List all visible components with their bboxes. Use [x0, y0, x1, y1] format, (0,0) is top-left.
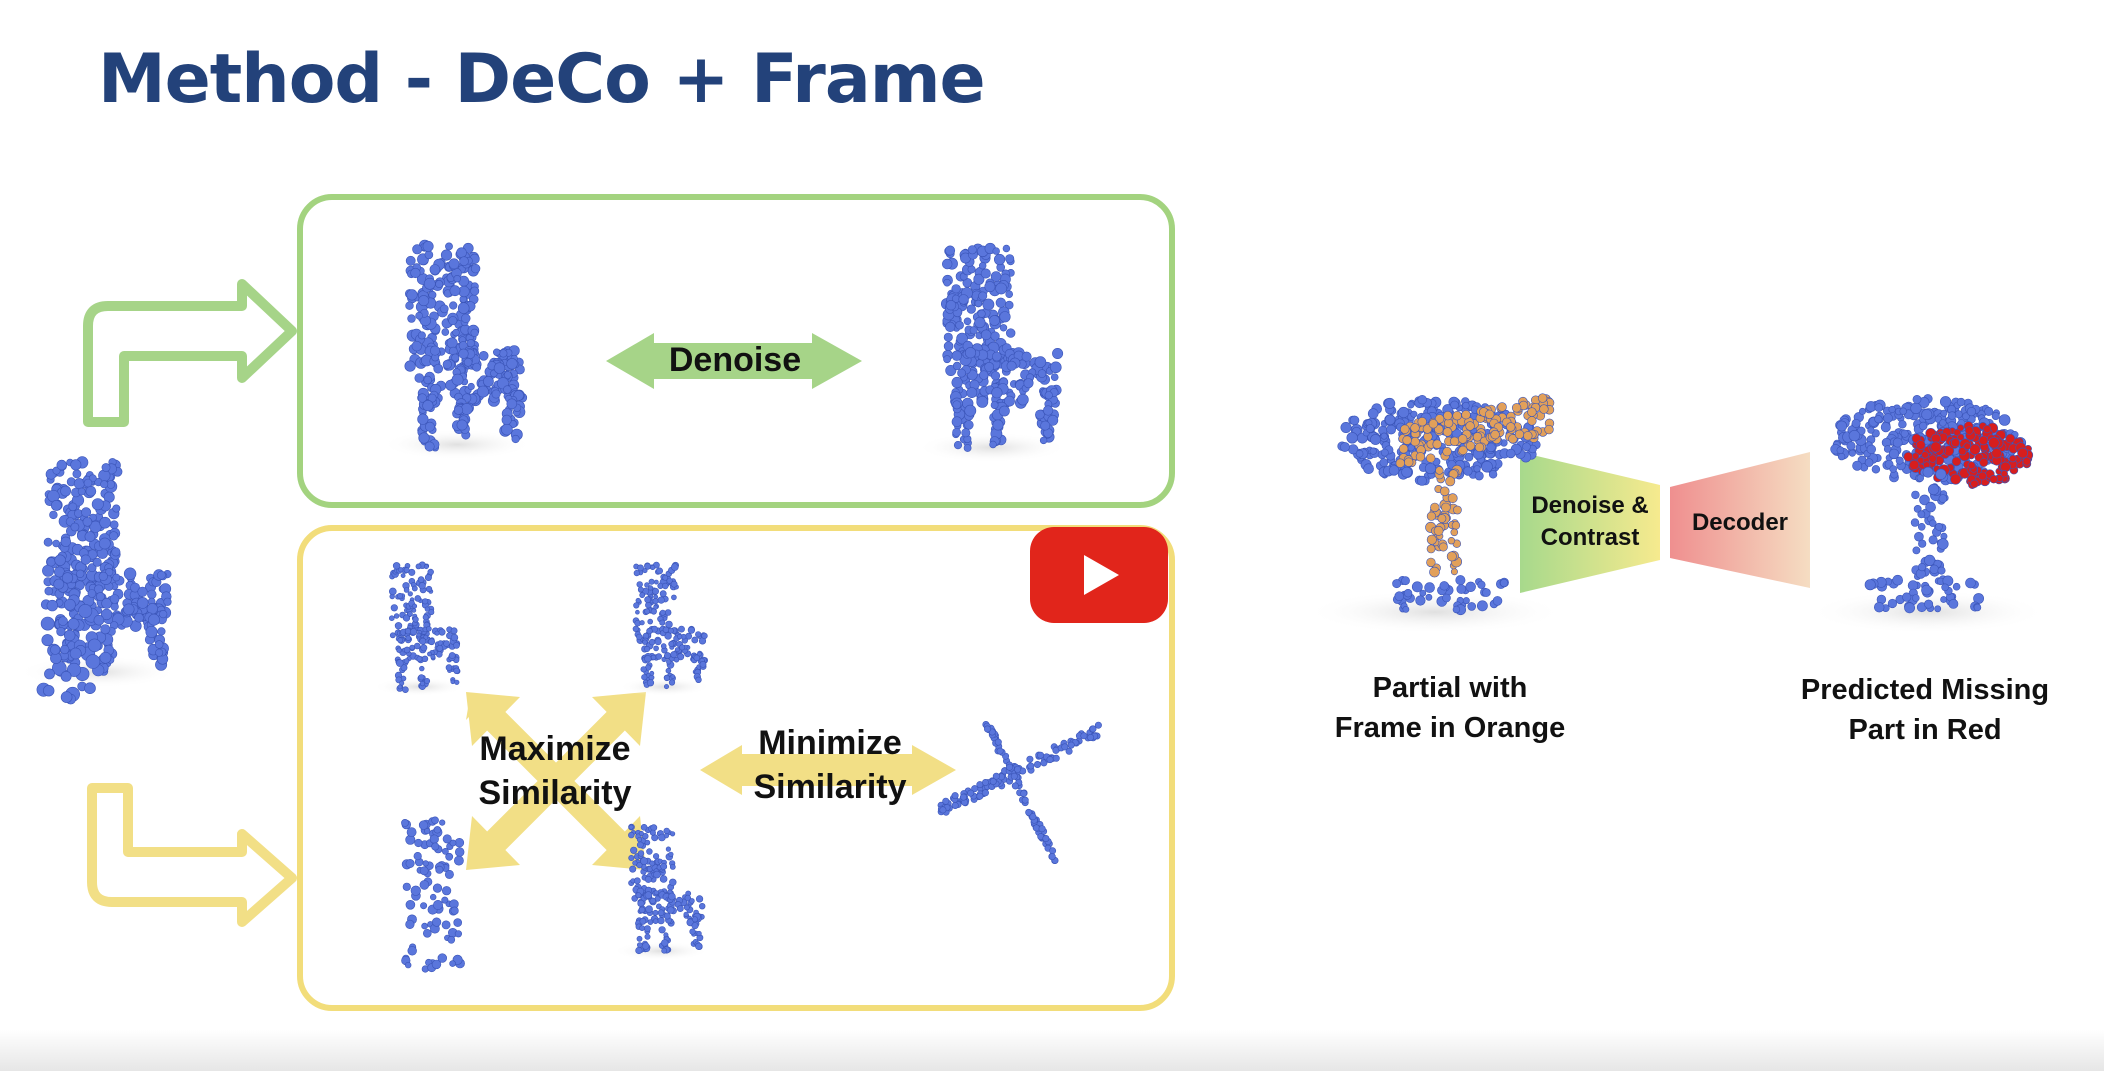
partial-caption: Partial with Frame in Orange: [1334, 672, 1566, 744]
green-branch-arrow: [88, 284, 292, 422]
yellow-branch-arrow: [92, 788, 292, 922]
youtube-play-button[interactable]: [1030, 527, 1168, 623]
video-bottom-bar: [0, 1030, 2104, 1071]
denoise-label: Denoise: [668, 341, 802, 379]
encoder-label: Denoise & Contrast: [1531, 492, 1649, 551]
maximize-similarity-label: Maximize Similarity: [478, 730, 632, 812]
decoder-label: Decoder: [1691, 509, 1789, 536]
minimize-similarity-label: Minimize Similarity: [753, 724, 907, 806]
predicted-caption: Predicted Missing Part in Red: [1800, 674, 2050, 746]
page-title: Method - DeCo + Frame: [98, 40, 985, 119]
